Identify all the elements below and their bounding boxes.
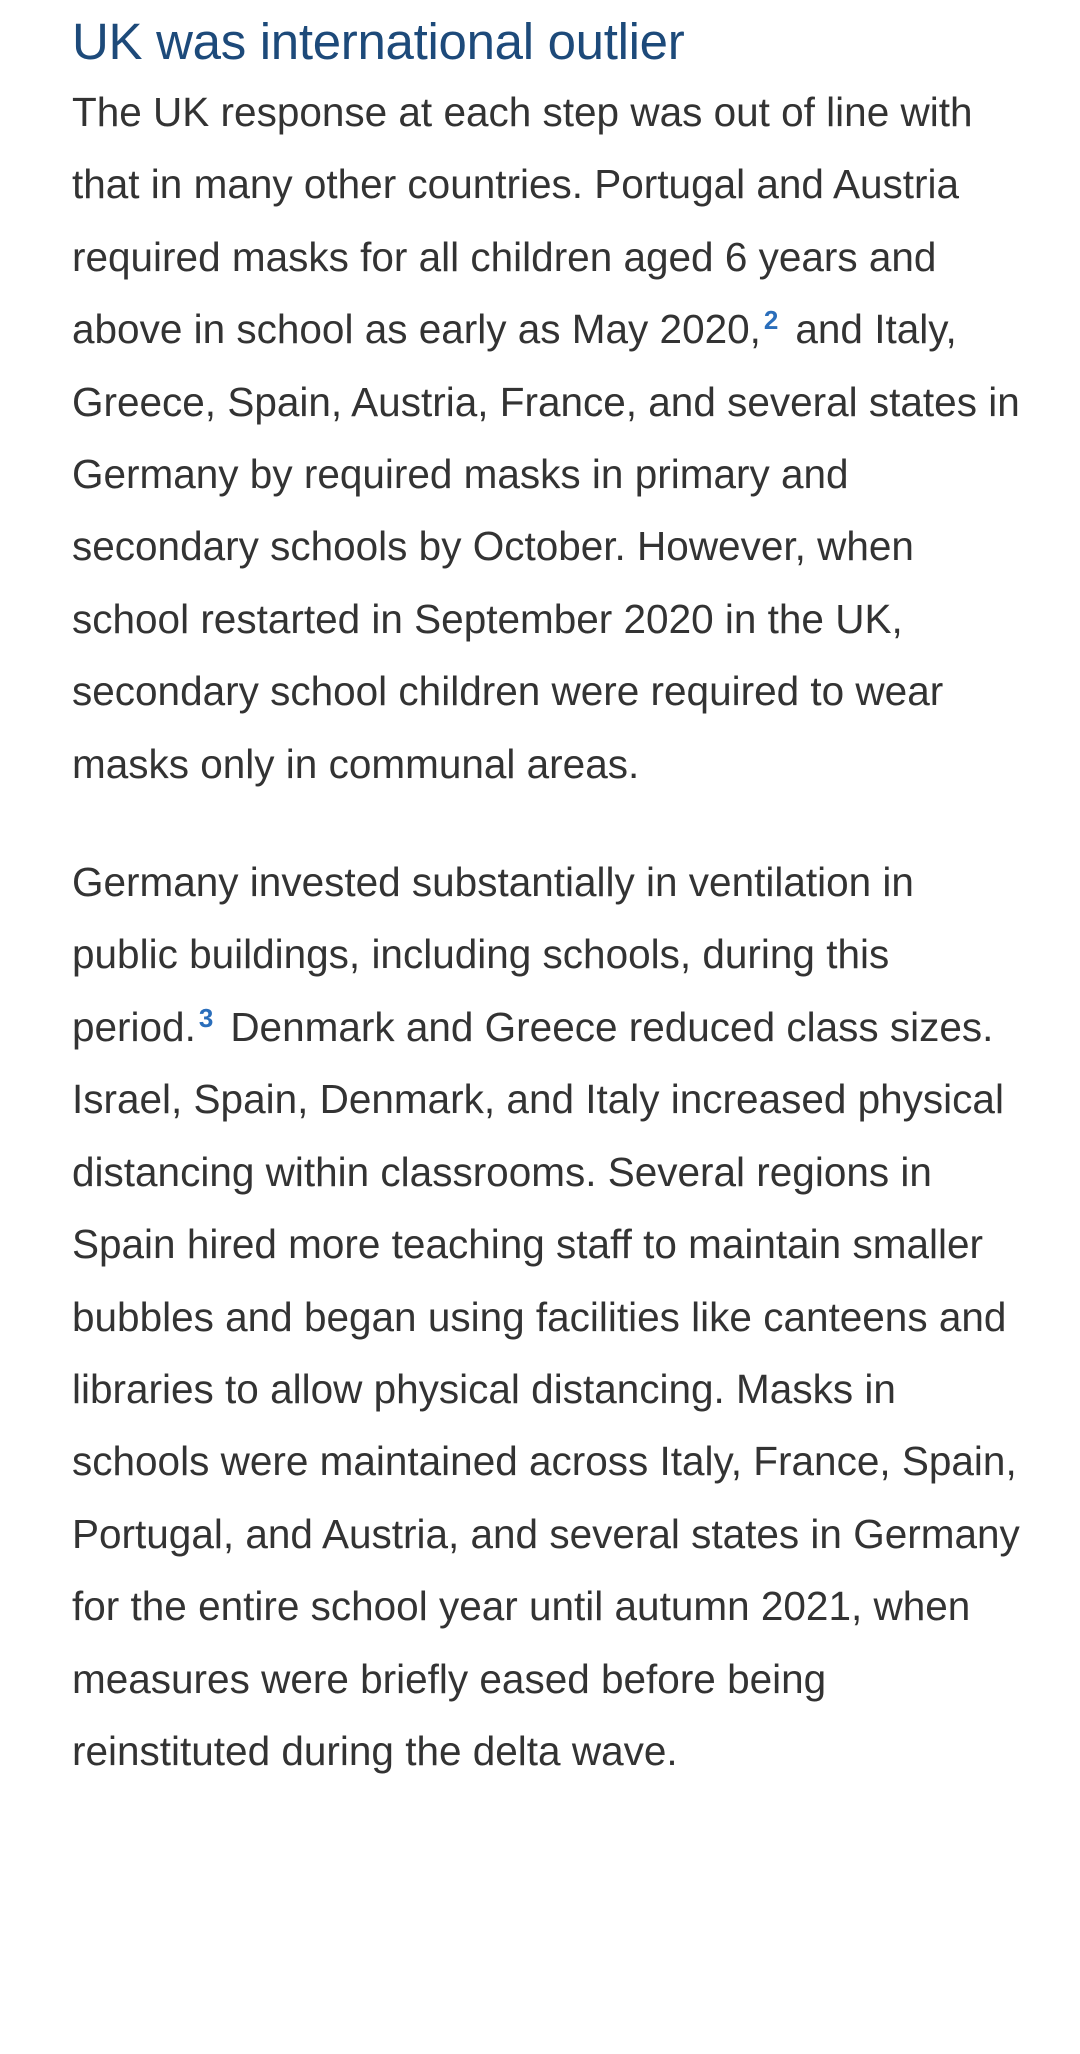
article-section — [72, 0, 1022, 1787]
paragraph-2 — [72, 846, 1022, 1787]
reference-link-2[interactable]: 2 — [763, 305, 779, 336]
paragraph-2-text-before-ref: Germany invested substantially in ventilation in public buildings, including schools, during this period. — [72, 859, 914, 1050]
paragraph-1-text-before-ref: The UK response at each step was out of line with that in many other countries. Portugal and Austria required masks for all children aged 6 years and above in school as early as May 2020, — [72, 89, 973, 353]
paragraph-1 — [72, 76, 1022, 800]
section-heading: UK was international outlier — [72, 13, 685, 70]
reference-link-3[interactable]: 3 — [198, 1002, 214, 1033]
paragraph-2-text-after-ref: Denmark and Greece reduced class sizes. Israel, Spain, Denmark, and Italy increased physical distancing within classrooms. Several regions in Spain hired more teaching staff to maintain smaller bubbles and began using facilities like canteens and libraries to allow physical distancing. Masks in schools were maintained across Italy, France, Spain, Portugal, and Austria, and several states in Germany for the entire school year until autumn 2021, when measures were briefly eased before being reinstituted during the delta wave. — [72, 1003, 1020, 1774]
paragraph-1-text-after-ref: and Italy, Greece, Spain, Austria, France, and several states in Germany by required masks in primary and secondary schools by October. However, when school restarted in September 2020 in the UK, secondary school children were required to wear masks only in communal areas. — [72, 306, 1020, 787]
